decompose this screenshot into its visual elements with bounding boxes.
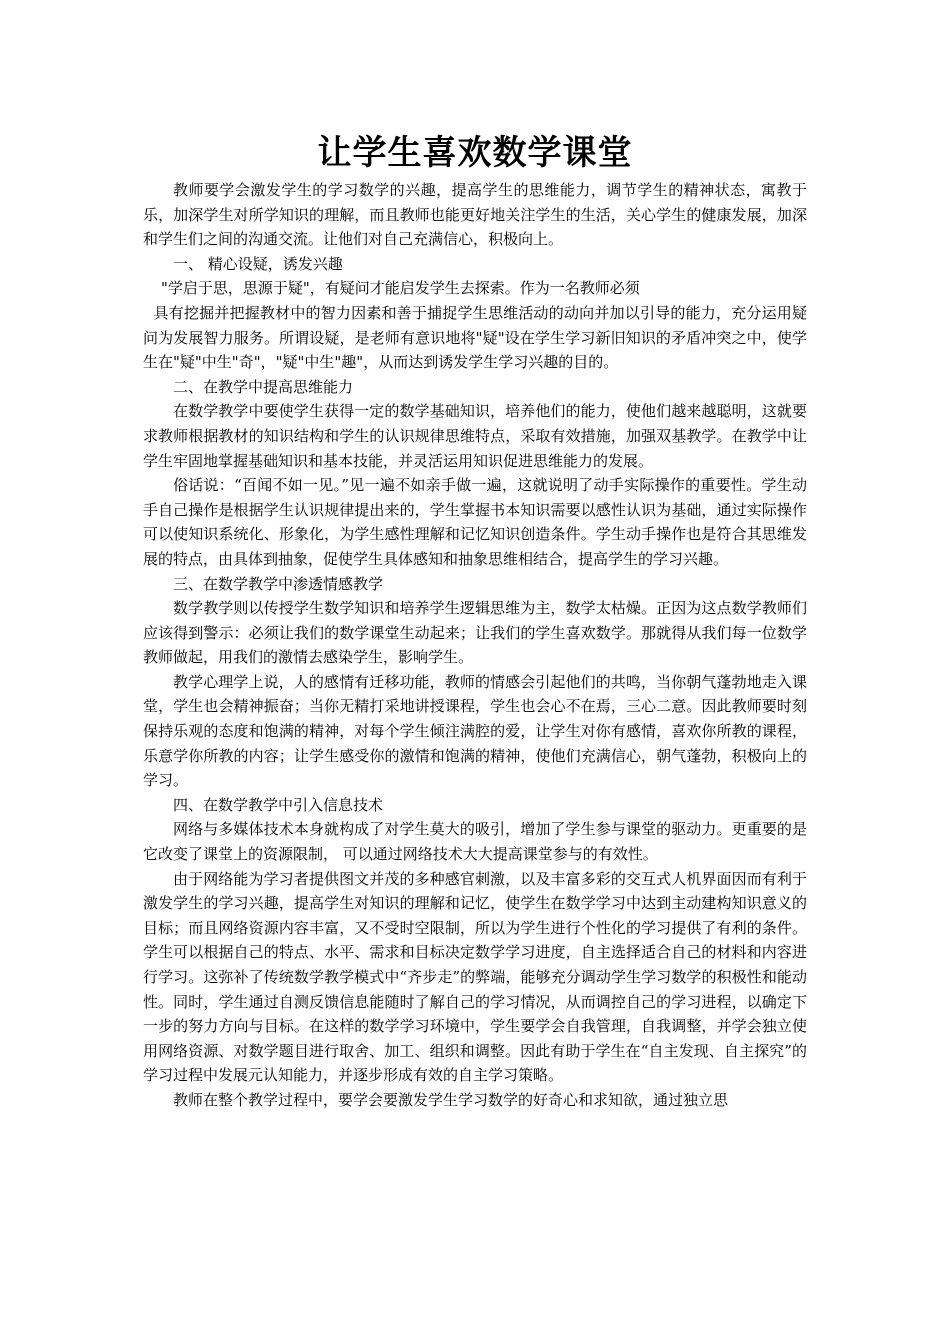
- body-paragraph: 具有挖掘并把握教材中的智力因素和善于捕捉学生思维活动的动向并加以引导的能力，充分运用疑问为发展智力服务。所谓设疑，是老师有意识地将"疑"设在学生学习新旧知识的矛盾冲突之中，使学生在"疑"中生"奇"，"疑"中生"趣"，从而达到诱发学生学习兴趣的目的。: [143, 303, 807, 372]
- body-paragraph: 由于网络能为学习者提供图文并茂的多种感官刺激，以及丰富多彩的交互式人机界面因而有利于激发学生的学习兴趣，提高学生对知识的理解和记忆，使学生在数学学习中达到主动建构知识意义的目标；而且网络资源内容丰富，又不受时空限制，所以为学生进行个性化的学习提供了有利的条件。学生可以根据自己的特点、水平、需求和目标决定数学学习进度，自主选择适合自己的材料和内容进行学习。这弥补了传统数学教学模式中“齐步走”的弊端，能够充分调动学生学习数学的积极性和能动性。同时，学生通过自测反馈信息能随时了解自己的学习情况，从而调控自己的学习进程，以确定下一步的努力方向与目标。在这样的数学学习环境中，学生要学会自我管理，自我调整，并学会独立使用网络资源、对数学题目进行取舍、加工、组织和调整。因此有助于学生在“自主发现、自主探究”的学习过程中发展元认知能力，并逐步形成有效的自主学习策略。: [143, 869, 807, 1085]
- intro-paragraph: 教师要学会激发学生的学习数学的兴趣，提高学生的思维能力，调节学生的精神状态，寓教于乐，加深学生对所学知识的理解，而且教师也能更好地关注学生的生活，关心学生的健康发展，加深和学生们之间的沟通交流。让他们对自己充满信心，积极向上。: [143, 181, 807, 249]
- body-paragraph: 网络与多媒体技术本身就构成了对学生莫大的吸引，增加了学生参与课堂的驱动力。更重要的是它改变了课堂上的资源限制， 可以通过网络技术大大提高课堂参与的有效性。: [143, 820, 807, 864]
- body-paragraph: 教师在整个教学过程中，要学会要激发学生学习数学的好奇心和求知欲，通过独立思: [173, 1090, 729, 1109]
- section-heading-4: 四、在数学教学中引入信息技术: [173, 795, 384, 814]
- body-paragraph: 俗话说：“百闻不如一见。”见一遍不如亲手做一遍，这就说明了动手实际操作的重要性。学生动手自己操作是根据学生认识规律提出来的，学生掌握书本知识需要以感性认识为基础，通过实际操作可以使知识系统化、形象化，为学生感性理解和记忆知识创造条件。学生动手操作也是符合其思维发展的特点，由具体到抽象，促使学生具体感知和抽象思维相结合，提高学生的学习兴趣。: [143, 476, 807, 568]
- document-title: 让学生喜欢数学课堂: [317, 133, 633, 173]
- section-heading-1: 一、 精心设疑，诱发兴趣: [173, 254, 343, 273]
- quote-paragraph: "学启于思，思源于疑"，有疑问才能启发学生去探索。作为一名教师必须: [161, 279, 640, 298]
- body-paragraph: 在数学教学中要使学生获得一定的数学基础知识，培养他们的能力，使他们越来越聪明，这就要求教师根据教材的知识结构和学生的认识规律思维特点，采取有效措施，加强双基教学。在教学中让学生牢固地掌握基础知识和基本技能，并灵活运用知识促进思维能力的发展。: [143, 402, 807, 470]
- section-heading-3: 三、在数学教学中渗透情感教学: [173, 574, 384, 593]
- body-paragraph: 数学教学则以传授学生数学知识和培养学生逻辑思维为主，数学太枯燥。正因为这点数学教师们应该得到警示：必须让我们的数学课堂生动起来；让我们的学生喜欢数学。那就得从我们每一位数学教师做起，用我们的激情去感染学生，影响学生。: [143, 599, 807, 667]
- section-heading-2: 二、在教学中提高思维能力: [173, 377, 354, 396]
- document-page: [143, 128, 807, 1113]
- body-paragraph: 教学心理学上说，人的感情有迁移功能，教师的情感会引起他们的共鸣，当你朝气蓬勃地走入课堂，学生也会精神振奋；当你无精打采地讲授课程，学生也会心不在焉，三心二意。因此教师要时刻保持乐观的态度和饱满的精神，对每个学生倾注满腔的爱，让学生对你有感情，喜欢你所教的课程，乐意学你所教的内容；让学生感受你的激情和饱满的精神，使他们充满信心，朝气蓬勃，积极向上的学习。: [143, 672, 807, 790]
